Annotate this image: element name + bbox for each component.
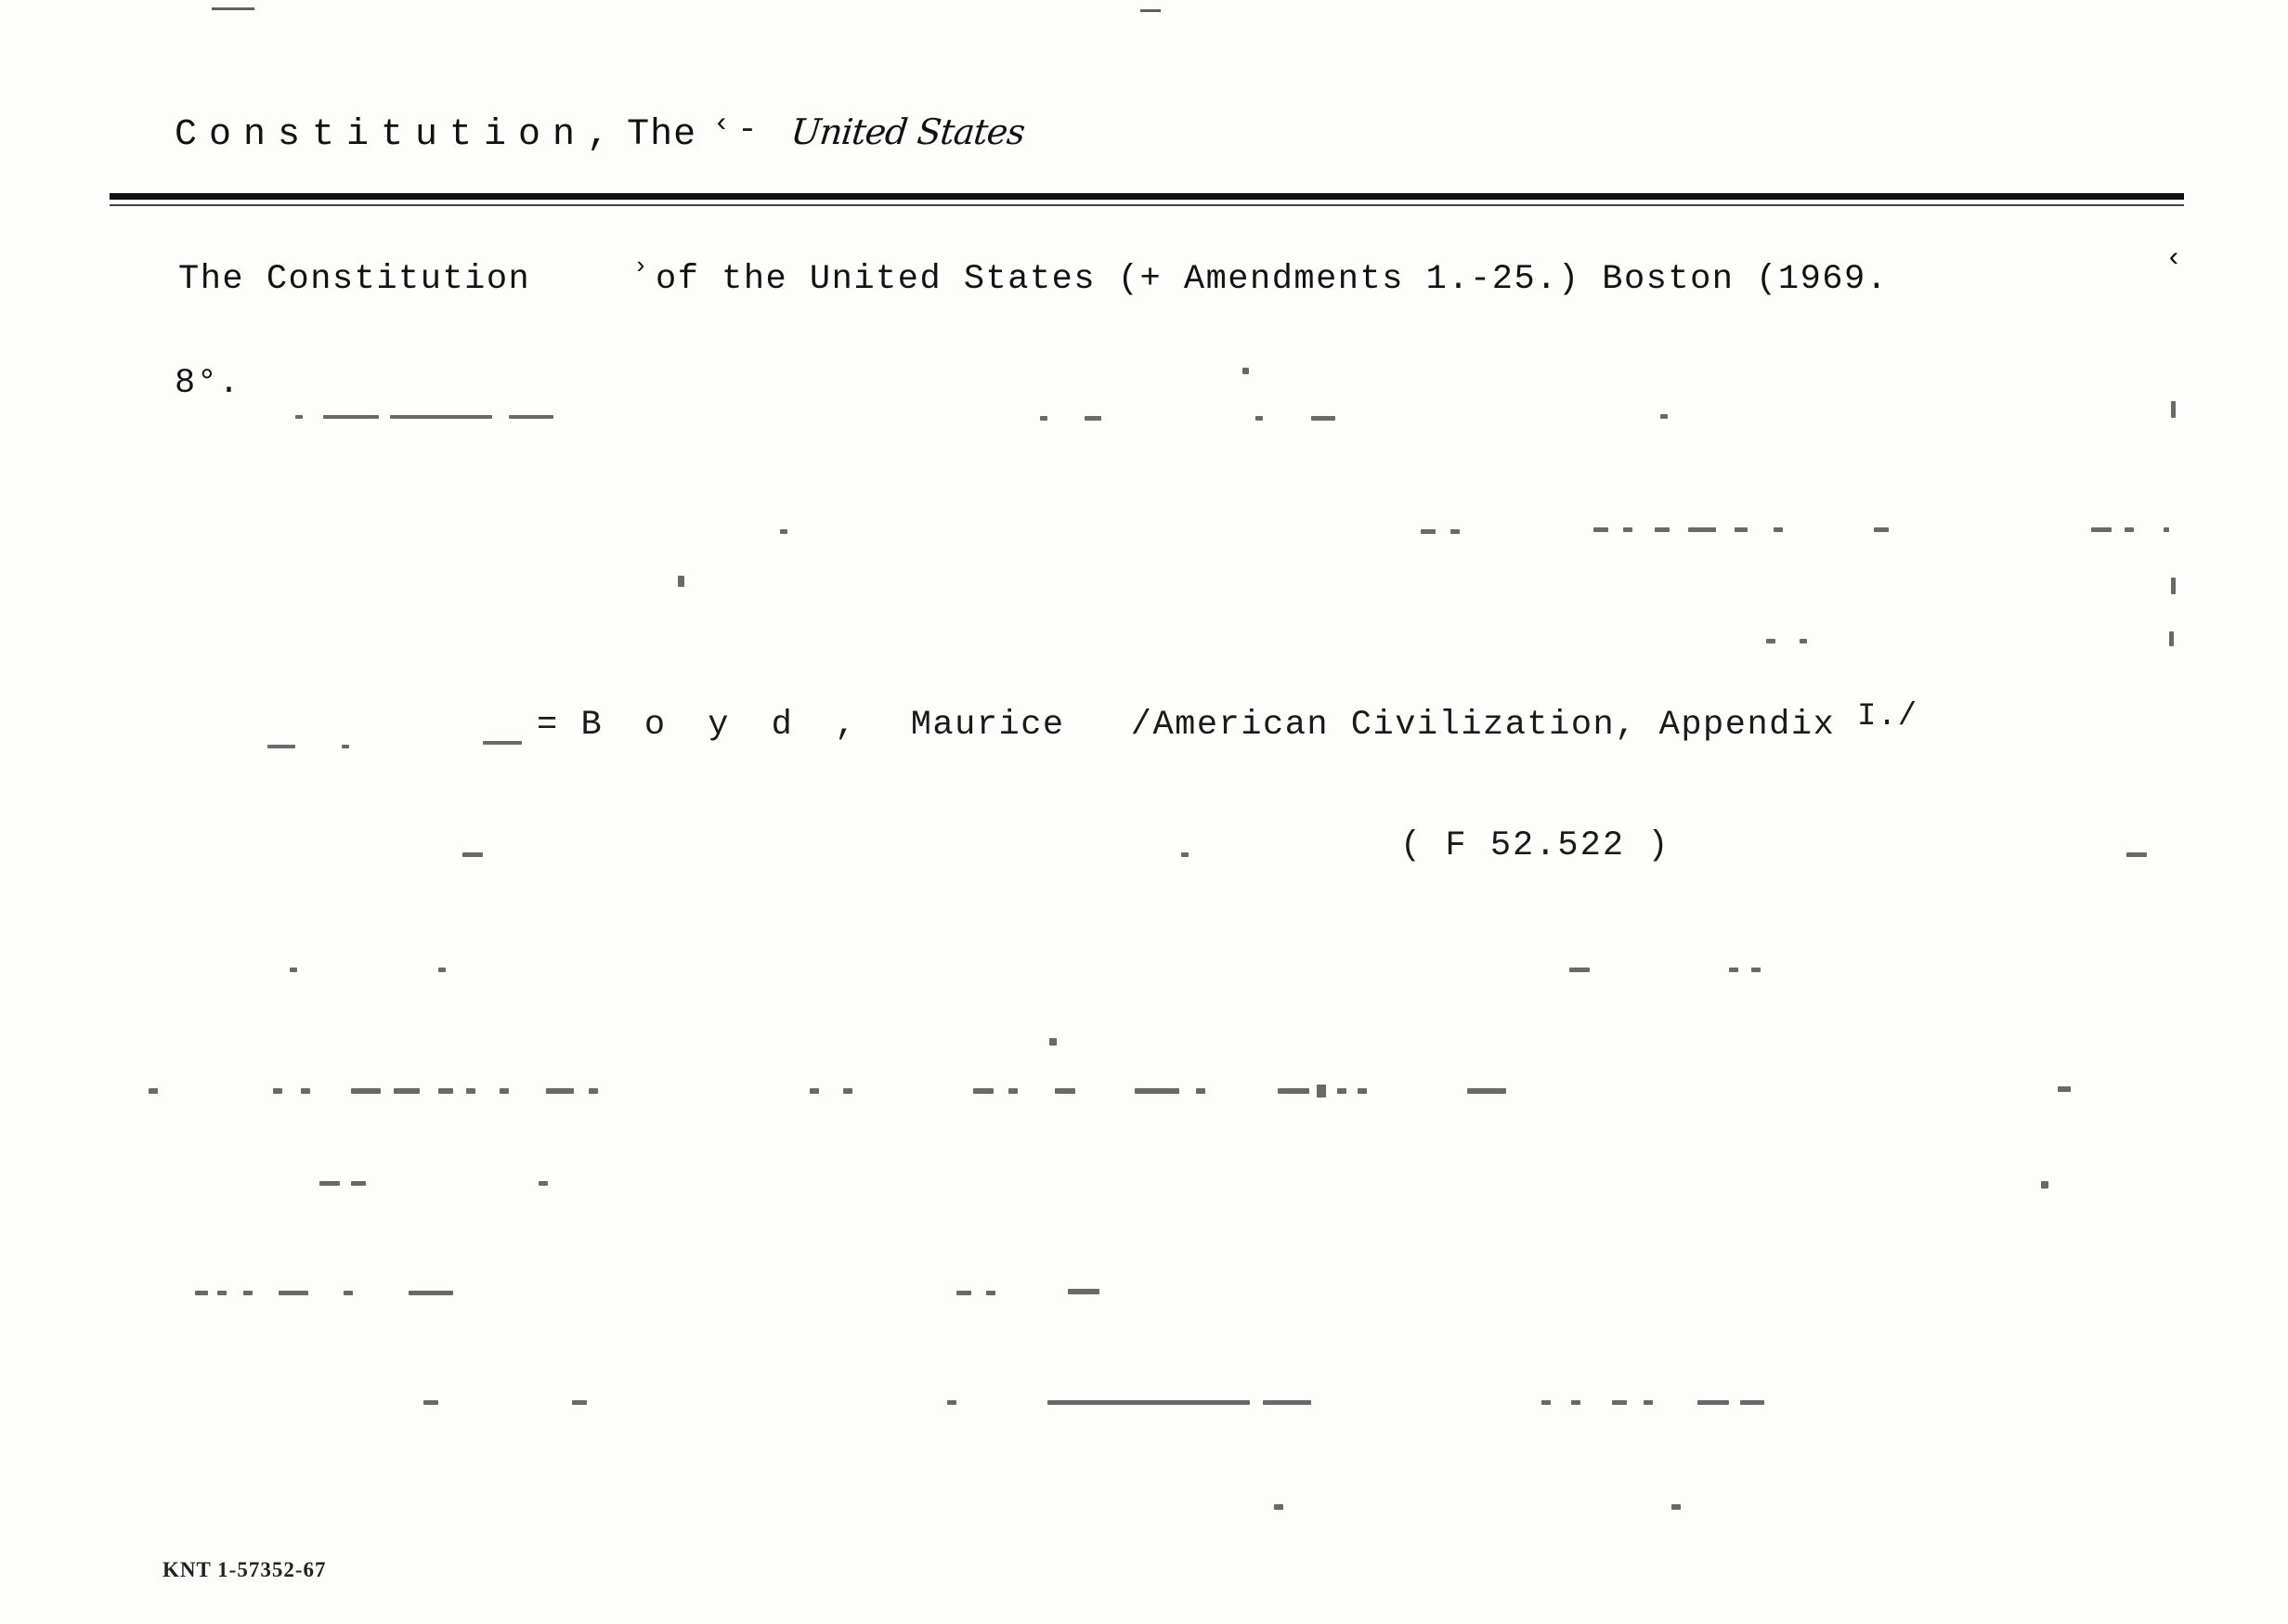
speckle: [1008, 1088, 1018, 1094]
speckle: [1751, 968, 1761, 972]
speckle: [301, 1088, 310, 1094]
speckle: [466, 1088, 475, 1094]
speckle: [319, 1181, 340, 1186]
heading-main-term: Constitution,: [175, 114, 622, 156]
speckle: [1263, 1400, 1311, 1405]
speckle: [1450, 529, 1460, 534]
speckle: [2171, 401, 2176, 418]
speckle: [351, 1088, 381, 1094]
speckle: [1242, 368, 1249, 374]
speckle: [1337, 1088, 1346, 1094]
speckle: [217, 1291, 227, 1295]
speckle: [1569, 968, 1590, 972]
stray-mark-top-center: [1140, 9, 1161, 12]
speckle: [409, 1291, 453, 1295]
speckle: [390, 415, 492, 419]
speckle: [1135, 1088, 1179, 1094]
speckle: [2058, 1086, 2071, 1092]
speckle: [1593, 527, 1608, 532]
call-number: ( F 52.522 ): [1400, 826, 1670, 865]
speckle: [267, 745, 295, 748]
speckle: [1644, 1400, 1653, 1405]
speckle: [500, 1088, 509, 1094]
speckle: [394, 1088, 420, 1094]
speckle: [1571, 1400, 1580, 1405]
entry-author-surname: B o y d ,: [580, 706, 867, 745]
entry-author-forename: Maurice: [910, 706, 1065, 745]
entry-source-title: /American Civilization, Appendix: [1130, 706, 1836, 745]
speckle: [438, 968, 446, 972]
speckle: [1735, 527, 1748, 532]
speckle: [351, 1181, 366, 1186]
speckle: [1278, 1088, 1309, 1094]
speckle: [546, 1088, 574, 1094]
speckle: [539, 1181, 548, 1186]
speckle: [1541, 1400, 1551, 1405]
speckle: [483, 741, 522, 745]
speckle: [1697, 1400, 1729, 1405]
speckle: [1874, 527, 1889, 532]
title-statement-part-b: of the United States (+ Amendments 1.-25.) Boston (1969.: [656, 260, 1889, 299]
speckle: [323, 415, 379, 419]
card-heading: [175, 109, 1027, 156]
speckle: [342, 745, 349, 748]
speckle: [956, 1291, 971, 1295]
speckle: [2091, 527, 2112, 532]
speckle: [290, 968, 297, 972]
speckle: [572, 1400, 587, 1405]
speckle: [1274, 1504, 1283, 1510]
speckle: [843, 1088, 852, 1094]
speckle: [678, 576, 684, 587]
speckle: [1068, 1289, 1099, 1294]
speckle: [1255, 416, 1263, 421]
speckle: [1467, 1088, 1506, 1094]
speckle: [1655, 527, 1670, 532]
speckle: [1660, 414, 1668, 419]
speckle: [462, 852, 483, 857]
heading-rule: [110, 193, 2184, 200]
speckle: [2125, 527, 2134, 532]
speckle: [1317, 1085, 1326, 1098]
speckle: [973, 1088, 994, 1094]
speckle: [1729, 968, 1738, 972]
speckle: [947, 1400, 956, 1405]
speckle: [2041, 1181, 2048, 1189]
caret-mark-right-icon: ›: [2165, 243, 2183, 275]
heading-rule-secondary: [110, 204, 2184, 206]
speckle: [1181, 852, 1189, 857]
speckle: [1623, 527, 1632, 532]
speckle: [1766, 639, 1775, 643]
speckle: [243, 1291, 253, 1295]
heading-dash: -: [737, 110, 758, 149]
speckle: [149, 1088, 158, 1094]
speckle: [195, 1291, 208, 1295]
speckle: [1085, 416, 1101, 421]
caret-insertion-icon: ›: [713, 109, 731, 140]
speckle: [438, 1088, 453, 1094]
speckle: [509, 415, 553, 419]
speckle: [1774, 527, 1783, 532]
speckle: [1055, 1088, 1075, 1094]
speckle: [279, 1291, 308, 1295]
speckle: [780, 529, 787, 534]
speckle: [1612, 1400, 1627, 1405]
caret-insertion-small-icon: ‹: [633, 253, 648, 280]
speckle: [1040, 416, 1047, 421]
speckle: [2171, 578, 2176, 594]
speckle: [1311, 416, 1335, 421]
speckle: [589, 1088, 598, 1094]
heading-handwritten-subject: United States: [788, 111, 1027, 152]
entry-appendix-number: I./: [1857, 699, 1918, 734]
speckle: [1196, 1088, 1205, 1094]
title-statement-part-a: The Constitution: [178, 260, 531, 299]
speckle: [1047, 1400, 1250, 1405]
speckle: [273, 1088, 282, 1094]
speckle: [810, 1088, 819, 1094]
speckle: [423, 1400, 438, 1405]
added-entry-line: [537, 699, 1918, 745]
speckle: [1358, 1088, 1367, 1094]
entry-equals-sign: =: [537, 706, 559, 745]
stray-mark-top-left: [212, 7, 254, 10]
speckle: [1740, 1400, 1764, 1405]
speckle: [1049, 1038, 1057, 1046]
speckle: [1421, 529, 1436, 534]
heading-article: The: [627, 114, 697, 156]
speckle: [1671, 1504, 1681, 1510]
card-footer-code: KNT 1-57352-67: [162, 1558, 327, 1581]
speckle: [2164, 527, 2169, 532]
speckle: [2126, 852, 2147, 857]
speckle: [295, 415, 303, 419]
speckle: [986, 1291, 995, 1295]
speckle: [344, 1291, 353, 1295]
speckle: [1800, 639, 1807, 643]
speckle: [1688, 527, 1716, 532]
format-statement: 8°.: [175, 364, 241, 403]
speckle: [2169, 631, 2174, 646]
